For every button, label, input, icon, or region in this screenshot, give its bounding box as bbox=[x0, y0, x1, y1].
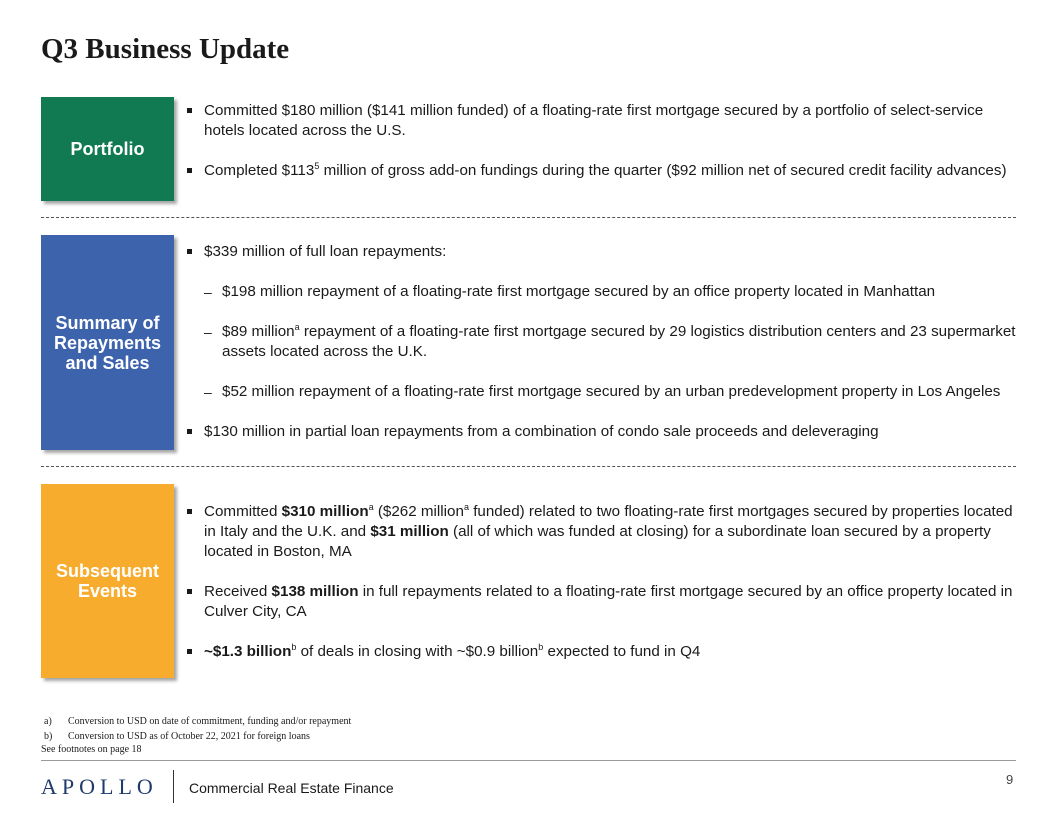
repayments-content bbox=[186, 242, 1026, 442]
footnotes bbox=[41, 714, 351, 756]
portfolio-bullet-1 bbox=[186, 101, 1026, 141]
subsequent-bullet-2-text: Received $138 million in full repayments related to a floating-rate first mortgage secured by an office property located in Culver City, CA bbox=[204, 583, 1013, 620]
footnote-a: a) Conversion to USD on date of commitment, funding and/or repayment bbox=[44, 716, 352, 727]
dash-bullet-icon: – bbox=[204, 324, 212, 340]
repayments-sub-3 bbox=[186, 382, 1026, 402]
portfolio-content bbox=[186, 101, 1026, 181]
section-divider bbox=[41, 217, 1016, 218]
subsequent-bullet-1 bbox=[186, 502, 1026, 562]
page-title: Q3 Business Update bbox=[41, 33, 290, 65]
subsequent-bullet-3-text: ~$1.3 billion$^b$ of deals in closing with ~$0.9 billion$^b$ expected to fund in Q4 bbox=[204, 642, 701, 660]
repayments-bullet-1-text: $339 million of full loan repayments: bbox=[204, 243, 447, 260]
footer-title: Commercial Real Estate Finance bbox=[189, 780, 394, 796]
repayments-bullet-2-text: $130 million in partial loan repayments from a combination of condo sale proceeds and deleveraging bbox=[204, 423, 879, 440]
footer-divider bbox=[41, 760, 1016, 761]
subsequent-label-box: Subsequent Events bbox=[41, 484, 174, 678]
repayments-sub-3-text: $52 million repayment of a floating-rate first mortgage secured by an urban predevelopment property in Los Angeles bbox=[222, 383, 1001, 400]
repayments-sub-1 bbox=[186, 282, 1026, 302]
footnote-b: b) Conversion to USD as of October 22, 2021 for foreign loans bbox=[44, 731, 310, 742]
repayments-sub-1-text: $198 million repayment of a floating-rate first mortgage secured by an office property located in Manhattan bbox=[222, 283, 936, 300]
repayments-sub-2-text: $89 million$^a$ repayment of a floating-rate first mortgage secured by 29 logistics distribution centers and 23 supermarket assets located across the U.K. bbox=[222, 322, 1016, 360]
repayments-bullet-2 bbox=[186, 422, 1026, 442]
logo-separator bbox=[173, 770, 174, 803]
repayments-label-box: Summary of Repayments and Sales bbox=[41, 235, 174, 450]
subsequent-content bbox=[186, 502, 1026, 662]
section-divider bbox=[41, 466, 1016, 467]
repayments-sub-2 bbox=[186, 322, 1026, 362]
page-number: 9 bbox=[1006, 772, 1014, 787]
portfolio-label-box: Portfolio bbox=[41, 97, 174, 201]
portfolio-bullet-1-text: Committed $180 million ($141 million funded) of a floating-rate first mortgage secured by a portfolio of select-service hotels located across the U.S. bbox=[204, 102, 984, 139]
subsequent-bullet-2 bbox=[186, 582, 1026, 622]
footnote-reference: See footnotes on page 18 bbox=[41, 744, 142, 755]
dash-bullet-icon: – bbox=[204, 284, 212, 300]
dash-bullet-icon: – bbox=[204, 384, 212, 400]
subsequent-bullet-1-text: Committed $310 million$^a$ ($262 million$^a$ funded) related to two floating-rate first mortgages secured by properties located in Italy and the U.K. and $31 million (all of which was funded at closing) for a subordinate loan secured by a property located in Boston, MA bbox=[204, 502, 1013, 560]
portfolio-bullet-2-text: Completed $\$113^5$ million of gross add-on fundings during the quarter ($92 million net of secured credit facility advances) bbox=[204, 161, 1007, 179]
repayments-bullet-1 bbox=[186, 242, 1026, 262]
apollo-logo: APOLLO bbox=[41, 774, 158, 799]
portfolio-bullet-2 bbox=[186, 161, 1026, 181]
subsequent-bullet-3 bbox=[186, 642, 1026, 662]
